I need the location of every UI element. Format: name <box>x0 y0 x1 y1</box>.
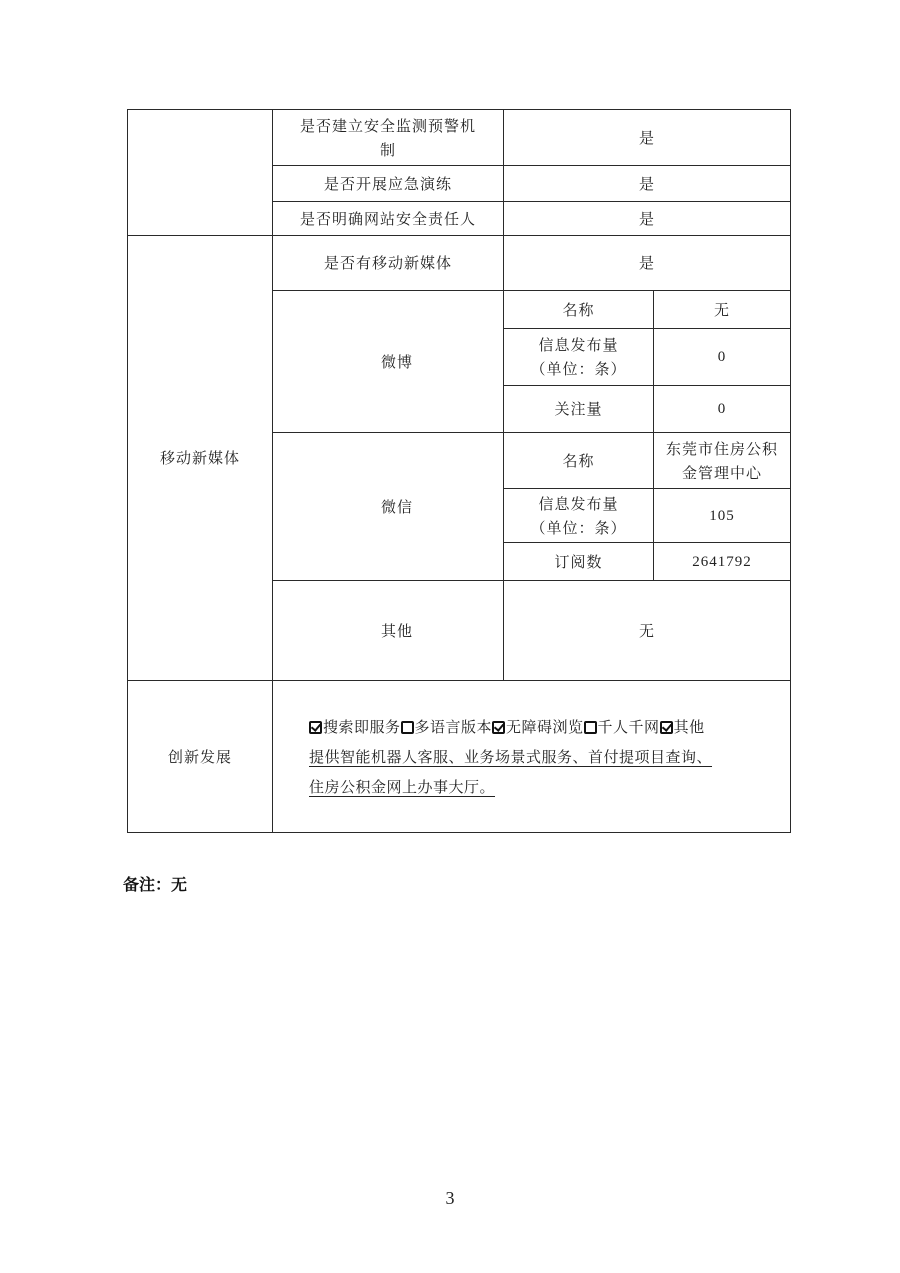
weibo-name-label: 名称 <box>504 291 654 329</box>
table-row <box>128 110 791 166</box>
weibo-label: 微博 <box>273 291 504 433</box>
option-other[interactable]: 其他 <box>660 718 705 736</box>
option-multilingual[interactable]: 多语言版本 <box>401 718 493 736</box>
option-personalized[interactable]: 千人千网 <box>584 718 660 736</box>
wechat-posts-label: 信息发布量（单位：条） <box>504 489 654 543</box>
checkbox-checked-icon[interactable] <box>660 721 673 734</box>
security-monitoring-label: 是否建立安全监测预警机制 <box>273 110 504 166</box>
security-section-cell <box>128 110 273 236</box>
emergency-drill-value: 是 <box>504 166 791 202</box>
checkbox-checked-icon[interactable] <box>492 721 505 734</box>
other-media-value: 无 <box>504 581 791 681</box>
website-report-table <box>127 109 791 833</box>
page-number: 3 <box>445 1188 455 1208</box>
emergency-drill-label: 是否开展应急演练 <box>273 166 504 202</box>
wechat-subscribers-label: 订阅数 <box>504 543 654 581</box>
option-search-service[interactable]: 搜索即服务 <box>309 718 401 736</box>
has-mobile-media-value: 是 <box>504 236 791 291</box>
other-detail-line-2: 住房公积金网上办事大厅。 <box>309 777 496 796</box>
wechat-label: 微信 <box>273 433 504 581</box>
weibo-followers-label: 关注量 <box>504 386 654 433</box>
other-media-label: 其他 <box>273 581 504 681</box>
wechat-name-label: 名称 <box>504 433 654 489</box>
security-officer-value: 是 <box>504 202 791 236</box>
checkbox-unchecked-icon[interactable] <box>584 721 597 734</box>
security-officer-label: 是否明确网站安全责任人 <box>273 202 504 236</box>
security-monitoring-value: 是 <box>504 110 791 166</box>
checkbox-unchecked-icon[interactable] <box>401 721 414 734</box>
wechat-subscribers-value: 2641792 <box>654 543 791 581</box>
weibo-posts-value: 0 <box>654 329 791 386</box>
table-row <box>128 236 791 291</box>
weibo-posts-label: 信息发布量（单位：条） <box>504 329 654 386</box>
wechat-posts-value: 105 <box>654 489 791 543</box>
weibo-name-value: 无 <box>654 291 791 329</box>
table-row <box>128 681 791 833</box>
option-accessibility[interactable]: 无障碍浏览 <box>492 718 584 736</box>
other-detail-line-1: 提供智能机器人客服、业务场景式服务、首付提项目查询、 <box>309 747 713 766</box>
remarks: 备注：无 <box>123 875 188 894</box>
wechat-name-value: 东莞市住房公积金管理中心 <box>654 433 791 489</box>
innovation-section-label: 创新发展 <box>128 681 273 833</box>
checkbox-checked-icon[interactable] <box>309 721 322 734</box>
weibo-followers-value: 0 <box>654 386 791 433</box>
has-mobile-media-label: 是否有移动新媒体 <box>273 236 504 291</box>
innovation-options <box>309 712 712 802</box>
mobile-media-section-label: 移动新媒体 <box>128 236 273 681</box>
innovation-content <box>273 681 791 833</box>
